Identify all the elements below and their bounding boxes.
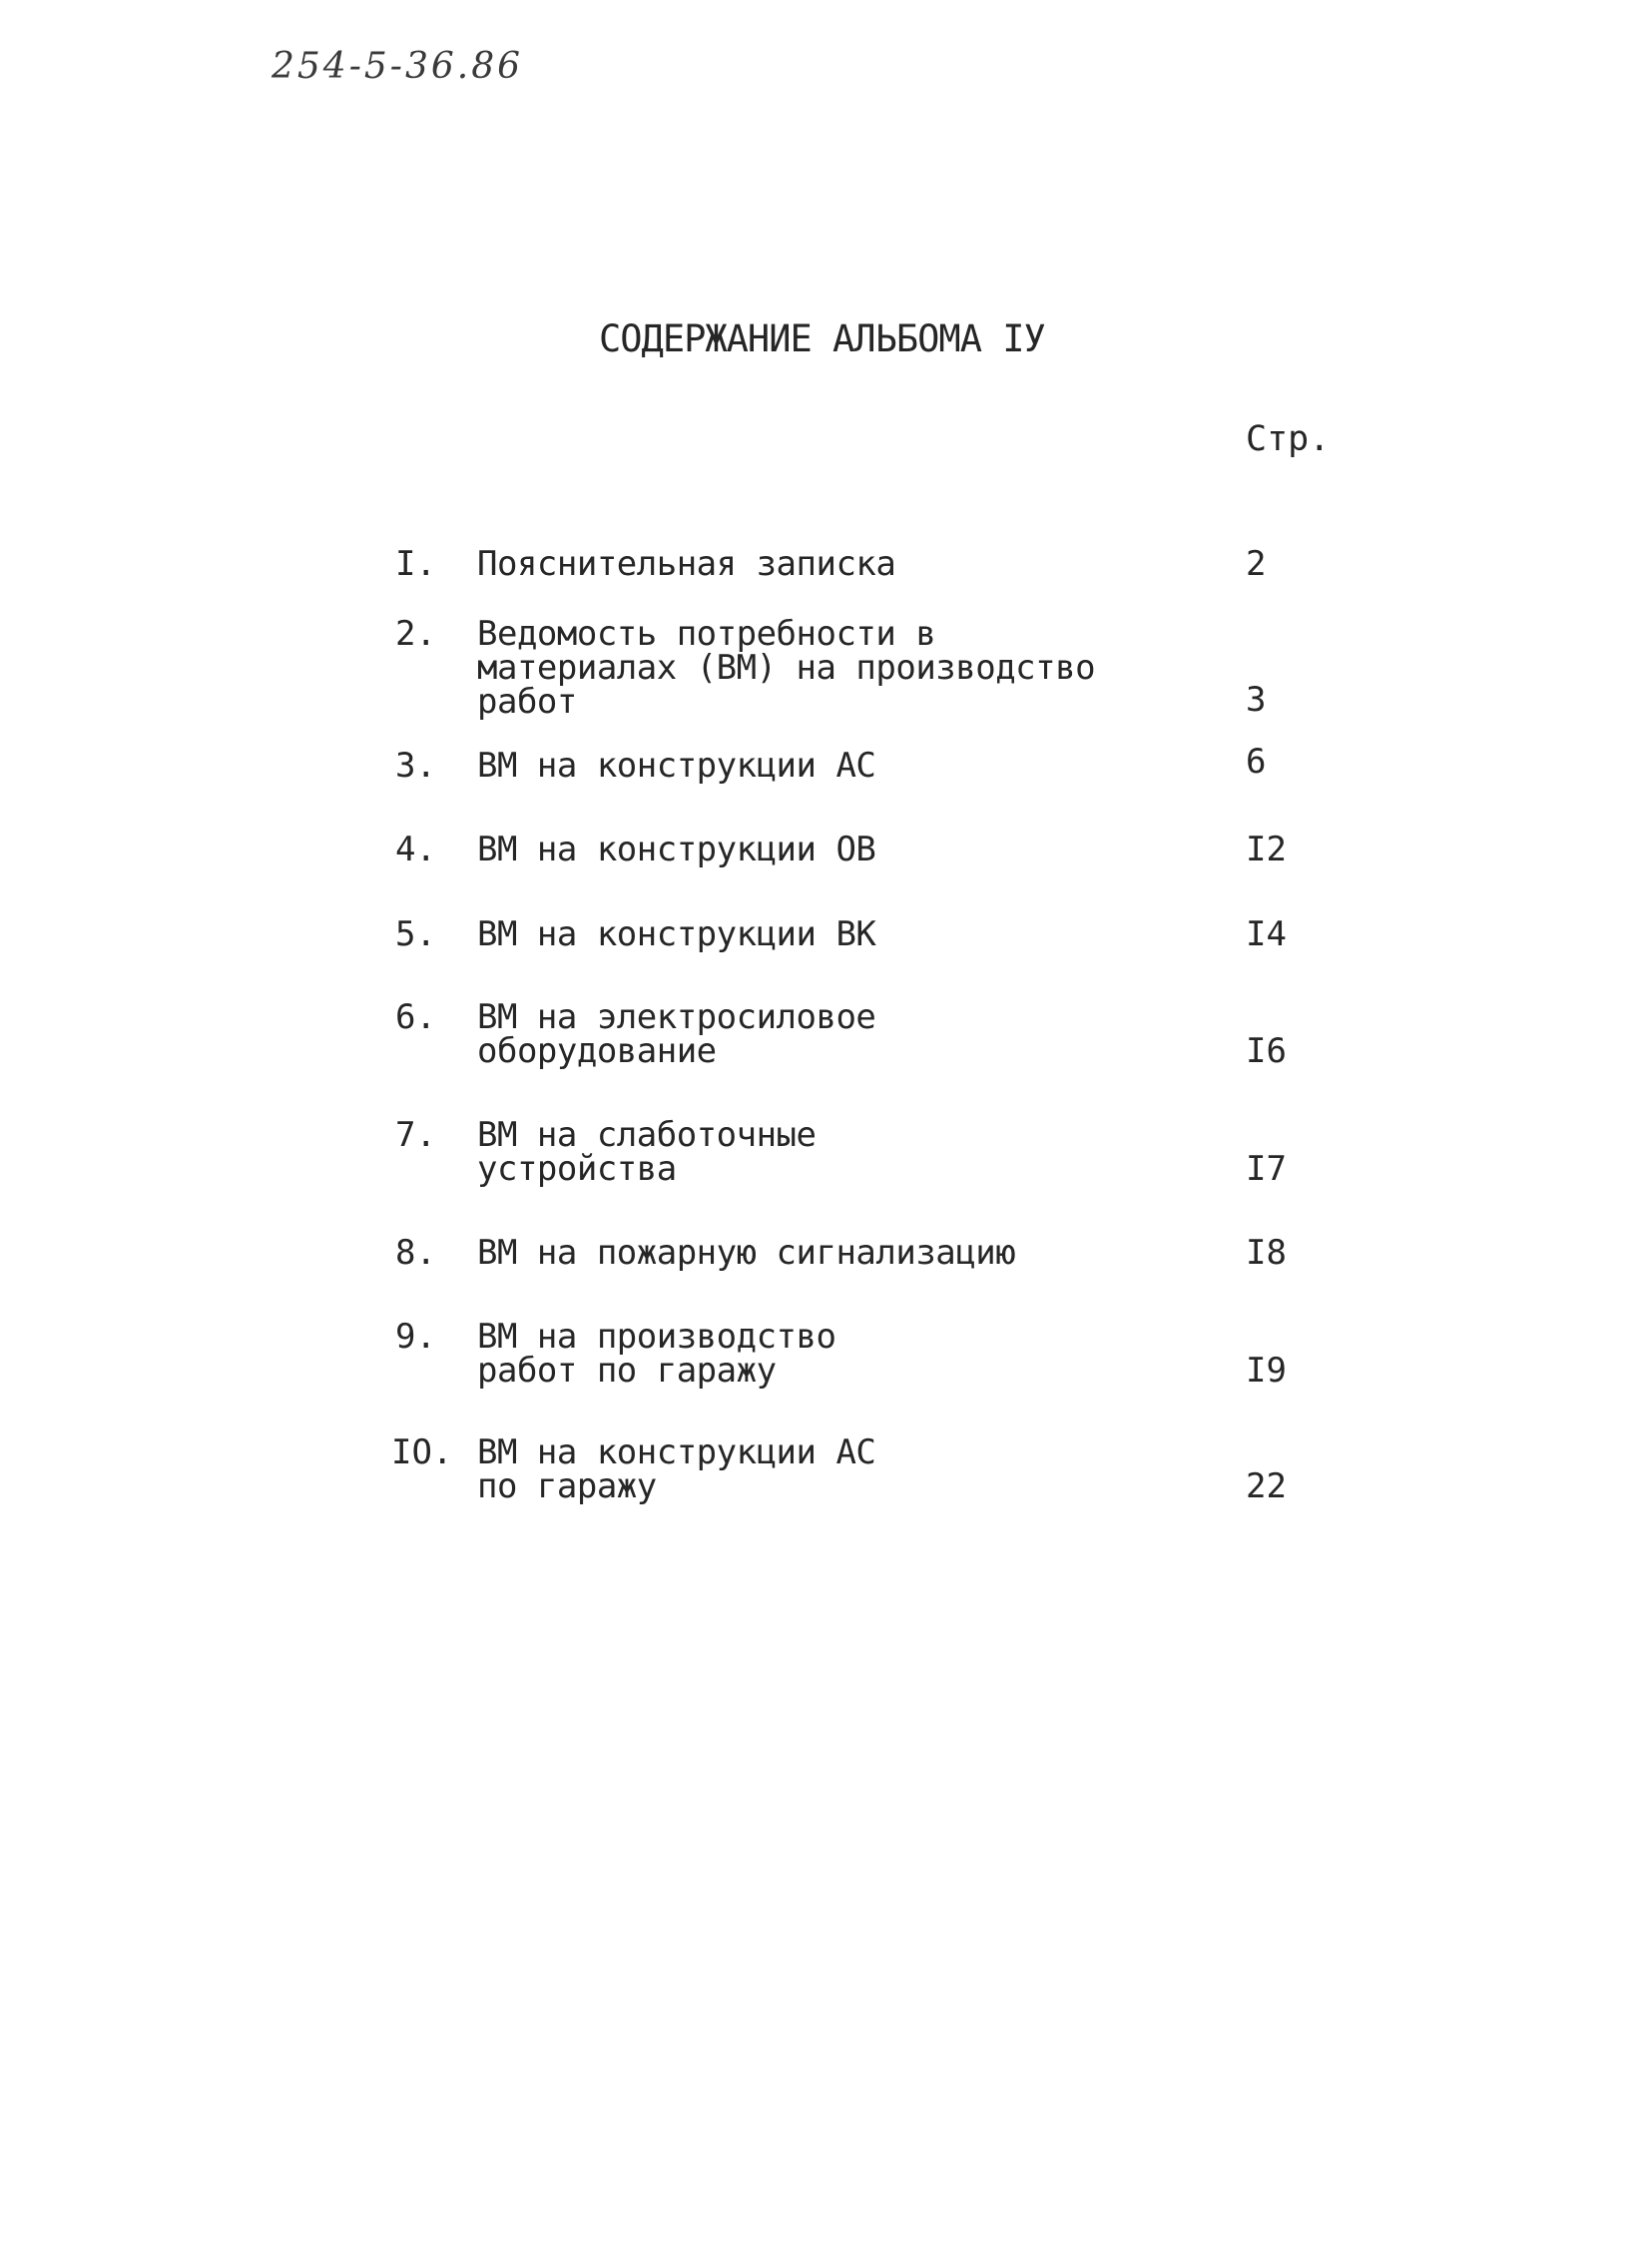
toc-item-page: I8 — [1246, 1233, 1287, 1273]
toc-item-page: I2 — [1246, 830, 1287, 869]
toc-item — [0, 742, 1643, 786]
toc-item-number: 6. — [395, 997, 436, 1037]
toc-item — [0, 544, 1643, 584]
toc-item-page: I6 — [1246, 1031, 1287, 1071]
toc-item-title-line: по гаражу — [477, 1466, 657, 1506]
toc-item-title-line: Пояснительная записка — [477, 544, 896, 584]
toc-item-title-line: работ по гаражу — [477, 1351, 777, 1391]
page-column-header: Стр. — [1246, 419, 1331, 459]
toc-item-title-line: ВМ на пожарную сигнализацию — [477, 1233, 1016, 1273]
toc-item-number: 9. — [395, 1317, 436, 1357]
toc-item — [0, 1233, 1643, 1273]
toc-item-page: I9 — [1246, 1351, 1287, 1391]
toc-item-title-line: ВМ на конструкции ВК — [477, 914, 876, 954]
toc-item-number: I. — [395, 544, 436, 584]
toc-item-page: 22 — [1246, 1466, 1287, 1506]
toc-item — [0, 997, 1643, 1071]
document-code: 254-5-36.86 — [272, 46, 524, 87]
toc-item-title-line: ВМ на слаботочные — [477, 1115, 817, 1155]
toc-item-title-line: ВМ на конструкции ОВ — [477, 830, 876, 869]
toc-item-title-line: ВМ на электросиловое — [477, 997, 876, 1037]
toc-item-title-line: ВМ на производство — [477, 1317, 836, 1357]
toc-item-title-line: ВМ на конструкции АС — [477, 1432, 876, 1472]
toc-item-title-line: Ведомость потребности в — [477, 614, 936, 654]
toc-item-page: 3 — [1246, 680, 1267, 720]
toc-item — [0, 1115, 1643, 1189]
toc-item-page: I4 — [1246, 914, 1287, 954]
toc-item-number: 4. — [395, 830, 436, 869]
toc-item-number: 5. — [395, 914, 436, 954]
toc-item-number: 3. — [395, 746, 436, 786]
toc-item-page: 2 — [1246, 544, 1267, 584]
toc-item-number: 7. — [395, 1115, 436, 1155]
toc-item-title-line: оборудование — [477, 1031, 717, 1071]
toc-item-title-line: ВМ на конструкции АС — [477, 746, 876, 786]
toc-item — [0, 1317, 1643, 1391]
toc-item — [0, 1432, 1643, 1506]
toc-item — [0, 614, 1643, 722]
toc-item-page: 6 — [1246, 742, 1267, 782]
toc-item — [0, 914, 1643, 954]
toc-item-title-line: работ — [477, 682, 577, 722]
page-title: СОДЕРЖАНИЕ АЛЬБОМА IУ — [599, 317, 1045, 360]
toc-item-title-line: материалах (ВМ) на производство — [477, 648, 1096, 688]
toc-item-number: IO. — [391, 1432, 453, 1472]
toc-item-page: I7 — [1246, 1149, 1287, 1189]
toc-item-title-line: устройства — [477, 1149, 677, 1189]
toc-item-number: 8. — [395, 1233, 436, 1273]
toc-item-number: 2. — [395, 614, 436, 654]
toc-item — [0, 830, 1643, 869]
